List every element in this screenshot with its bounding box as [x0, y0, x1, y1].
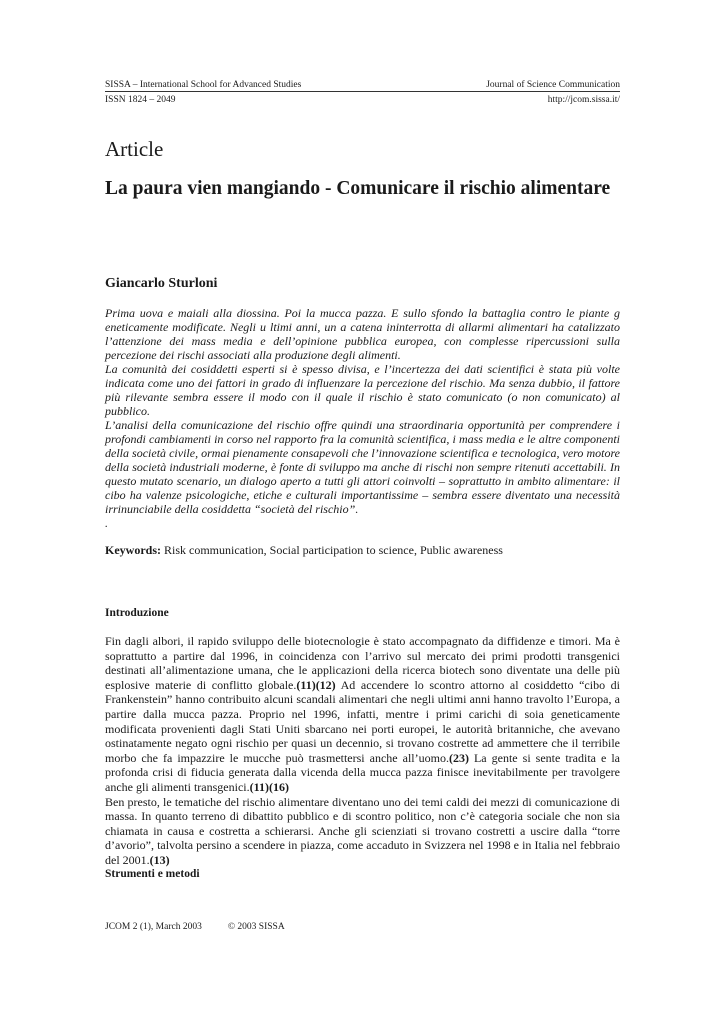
- methods-heading: Strumenti e metodi: [105, 868, 200, 880]
- keywords-label: Keywords:: [105, 543, 161, 557]
- body-paragraph: [105, 634, 620, 795]
- running-header-bottom: [105, 94, 620, 106]
- body-text-segment: Ad accendere lo scontro attorno al cosiddetto “cibo di Frankenstein” hanno contribuito alcuni scandali alimentari che negli ultimi anni hanno travolto l’Europa, a partire dalla mucca pazza. Proprio nel 1996, infatti, mentre i primi carichi di soia geneticamente modificata provenienti dagli Stati Uniti sbarcano nei porti europei, le autorità britanniche, che avevano ostinatamente negato ogni rischio per quasi un decennio, si trovano costrette ad ammettere che il terribile morbo che fa impazzire le mucche può trasmettersi anche all’uomo.: [105, 677, 620, 765]
- header-institution: SISSA – International School for Advanced Studies: [105, 80, 302, 90]
- footer-issue: JCOM 2 (1), March 2003: [105, 922, 202, 932]
- intro-body: [105, 634, 620, 868]
- header-issn: ISSN 1824 – 2049: [105, 95, 176, 105]
- citation-ref[interactable]: (13): [149, 852, 170, 867]
- keywords: [105, 543, 620, 557]
- keywords-value: Risk communication, Social participation to science, Public awareness: [161, 543, 503, 557]
- citation-ref[interactable]: (11)(12): [296, 677, 336, 692]
- abstract-paragraph: Prima uova e maiali alla diossina. Poi la mucca pazza. E sullo sfondo la battaglia contro le piante g eneticamente modificate. Negli u ltimi anni, un a catena ininterrotta di allarmi alimentari ha catalizzato l’attenzione dei mass media e dell’opinione pubblica europea, con complesse ripercussioni sulla percezione dei rischi associati alla produzione degli alimenti.: [105, 306, 620, 362]
- citation-ref[interactable]: (23): [448, 750, 469, 765]
- header-url[interactable]: http://jcom.sissa.it/: [547, 95, 620, 105]
- body-text-segment: Ben presto, le tematiche del rischio alimentare diventano uno dei temi caldi dei mezzi di comunicazione di massa. In quanto terreno di dibattito pubblico e di scontro politico, non c’è categoria sociale che non sia chiamata in causa e costretta a schierarsi. Anche gli scienziati si trovano costretti a uscire dalla “torre d’avorio”, talvolta persino a scendere in piazza, come accaduto in Svizzera nel 1998 e in Italia nel febbraio del 2001.: [105, 794, 620, 867]
- abstract-paragraph: .: [105, 516, 108, 530]
- body-paragraph: [105, 795, 620, 868]
- article-title: La paura vien mangiando - Comunicare il rischio alimentare: [105, 178, 611, 199]
- author-name: Giancarlo Sturloni: [105, 276, 218, 291]
- body-text-segment: Fin dagli albori, il rapido sviluppo delle biotecnologie è stato accompagnato da diffidenze e timori. Ma è soprattutto a partire dal 1996, in coincidenza con l’arrivo sul mercato dei primi prodotti transgenici destinati all’alimentazione umana, che le applicazioni della ricerca biotech sono diventate una delle più esplosive materie di conflitto globale.: [105, 634, 620, 692]
- abstract-paragraph: La comunità dei cosiddetti esperti si è spesso divisa, e l’incertezza dei dati scientifici è stata più volte indicata come uno dei fattori in grado di influenzare la percezione del rischio. Ma senza dubbio, il fattore più rilevante sembra essere il modo con il quale il rischio è stato comunicato (o non comunicato) al pubblico.: [105, 362, 620, 418]
- abstract-paragraph: L’analisi della comunicazione del rischio offre quindi una straordinaria opportunità per comprendere i profondi cambiamenti in corso nel rapporto fra la comunità scientifica, i mass media e le altre componenti della società civile, ormai pienamente consapevoli che l’innovazione scientifica e tecnologica, vero motore della società industriali moderne, è fonte di sviluppo ma anche di rischi non sempre ritenuti accettabili. In questo mutato scenario, un dialogo aperto a tutti gli attori coinvolti – soprattutto in ambito alimentare: il cibo ha valenze psicologiche, etiche e culturali importantissime – sembra essere diventato una necessità irrinunciabile della cosiddetta “società del rischio”.: [105, 418, 620, 516]
- body-text-segment: La gente si sente tradita e la profonda crisi di fiducia generata dalla vicenda della mucca pazza finisce inevitabilmente per travolgere anche gli alimenti transgenici.: [105, 750, 620, 794]
- header-divider: [105, 91, 620, 92]
- running-header-top: [105, 79, 620, 91]
- intro-heading: Introduzione: [105, 607, 169, 619]
- abstract: [105, 306, 620, 530]
- page-footer: [105, 922, 285, 932]
- header-journal: Journal of Science Communication: [486, 80, 620, 90]
- footer-copyright: © 2003 SISSA: [227, 922, 285, 932]
- citation-ref[interactable]: (11)(16): [249, 779, 289, 794]
- section-label: Article: [105, 137, 164, 161]
